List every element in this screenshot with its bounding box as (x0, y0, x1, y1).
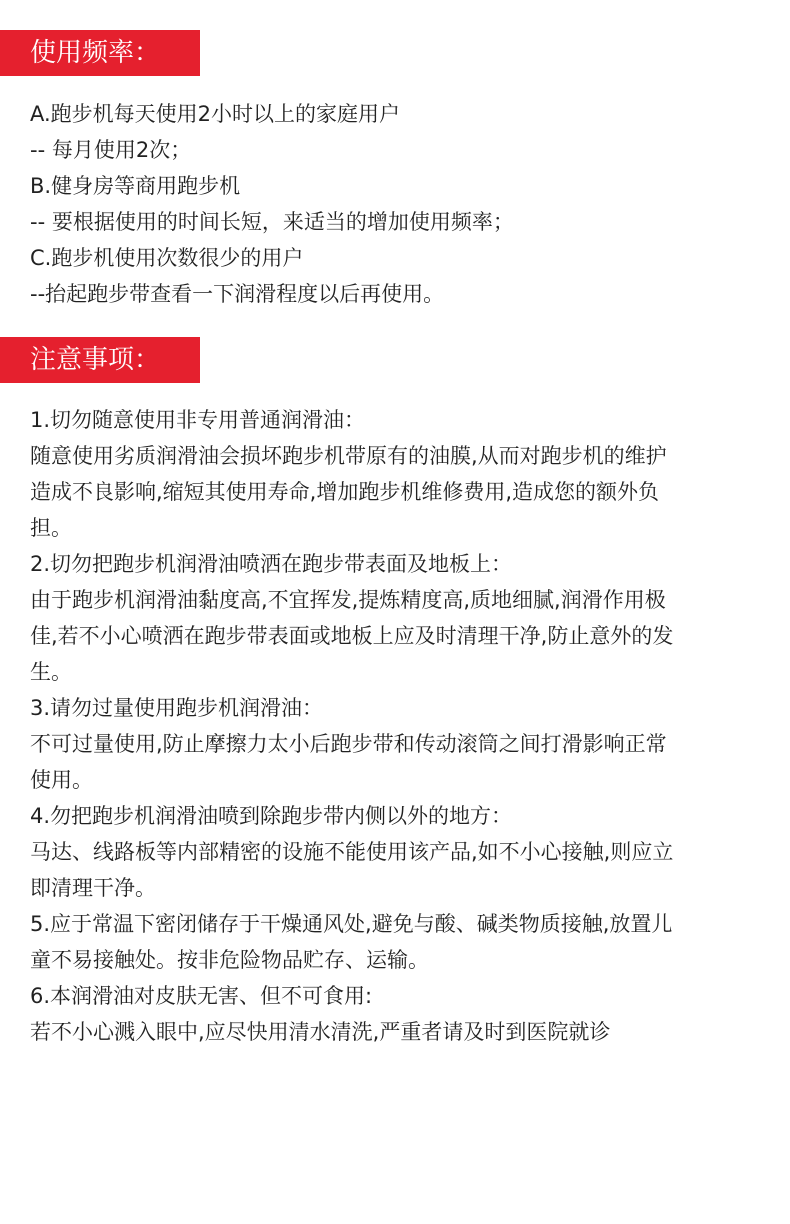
precaution-body-line: 若不小心溅入眼中,应尽快用清水清洗,严重者请及时到医院就诊 (30, 1020, 611, 1044)
precaution-heading: 6.本润滑油对皮肤无害、但不可食用: (30, 984, 373, 1008)
precaution-body-line: 即清理干净。 (30, 876, 156, 900)
precaution-body-line: 生。 (30, 660, 72, 684)
usage-line: --抬起跑步带查看一下润滑程度以后再使用。 (30, 282, 445, 306)
precaution-body-line: 担。 (30, 516, 72, 540)
usage-line: -- 要根据使用的时间长短，来适当的增加使用频率； (30, 210, 514, 234)
precaution-body-line: 造成不良影响,缩短其使用寿命,增加跑步机维修费用,造成您的额外负 (30, 480, 660, 504)
usage-frequency-content (30, 96, 765, 312)
precaution-body-line: 马达、线路板等内部精密的设施不能使用该产品,如不小心接触,则应立 (30, 840, 674, 864)
precaution-heading: 1.切勿随意使用非专用普通润滑油： (30, 408, 366, 432)
usage-frequency-header: 使用频率： (0, 30, 200, 76)
precaution-body-line: 随意使用劣质润滑油会损坏跑步机带原有的油膜,从而对跑步机的维护 (30, 444, 667, 468)
precaution-heading: 2.切勿把跑步机润滑油喷洒在跑步带表面及地板上： (30, 552, 513, 576)
precaution-body-line: 由于跑步机润滑油黏度高,不宜挥发,提炼精度高,质地细腻,润滑作用极 (30, 588, 666, 612)
precaution-body-line: 使用。 (30, 768, 93, 792)
precaution-body-line: 童不易接触处。按非危险物品贮存、运输。 (30, 948, 429, 972)
precaution-body-line: 不可过量使用,防止摩擦力太小后跑步带和传动滚筒之间打滑影响正常 (30, 732, 667, 756)
precaution-heading: 4.勿把跑步机润滑油喷到除跑步带内侧以外的地方： (30, 804, 513, 828)
precaution-heading: 5.应于常温下密闭储存于干燥通风处,避免与酸、碱类物质接触,放置儿 (30, 912, 673, 936)
usage-line: B.健身房等商用跑步机 (30, 174, 241, 198)
precaution-heading: 3.请勿过量使用跑步机润滑油： (30, 696, 324, 720)
precautions-content (30, 402, 765, 1050)
precaution-body-line: 佳,若不小心喷洒在跑步带表面或地板上应及时清理干净,防止意外的发 (30, 624, 674, 648)
usage-line: C.跑步机使用次数很少的用户 (30, 246, 304, 270)
usage-line: A.跑步机每天使用2小时以上的家庭用户 (30, 102, 401, 126)
usage-line: -- 每月使用2次； (30, 138, 192, 162)
precautions-header: 注意事项： (0, 337, 200, 383)
